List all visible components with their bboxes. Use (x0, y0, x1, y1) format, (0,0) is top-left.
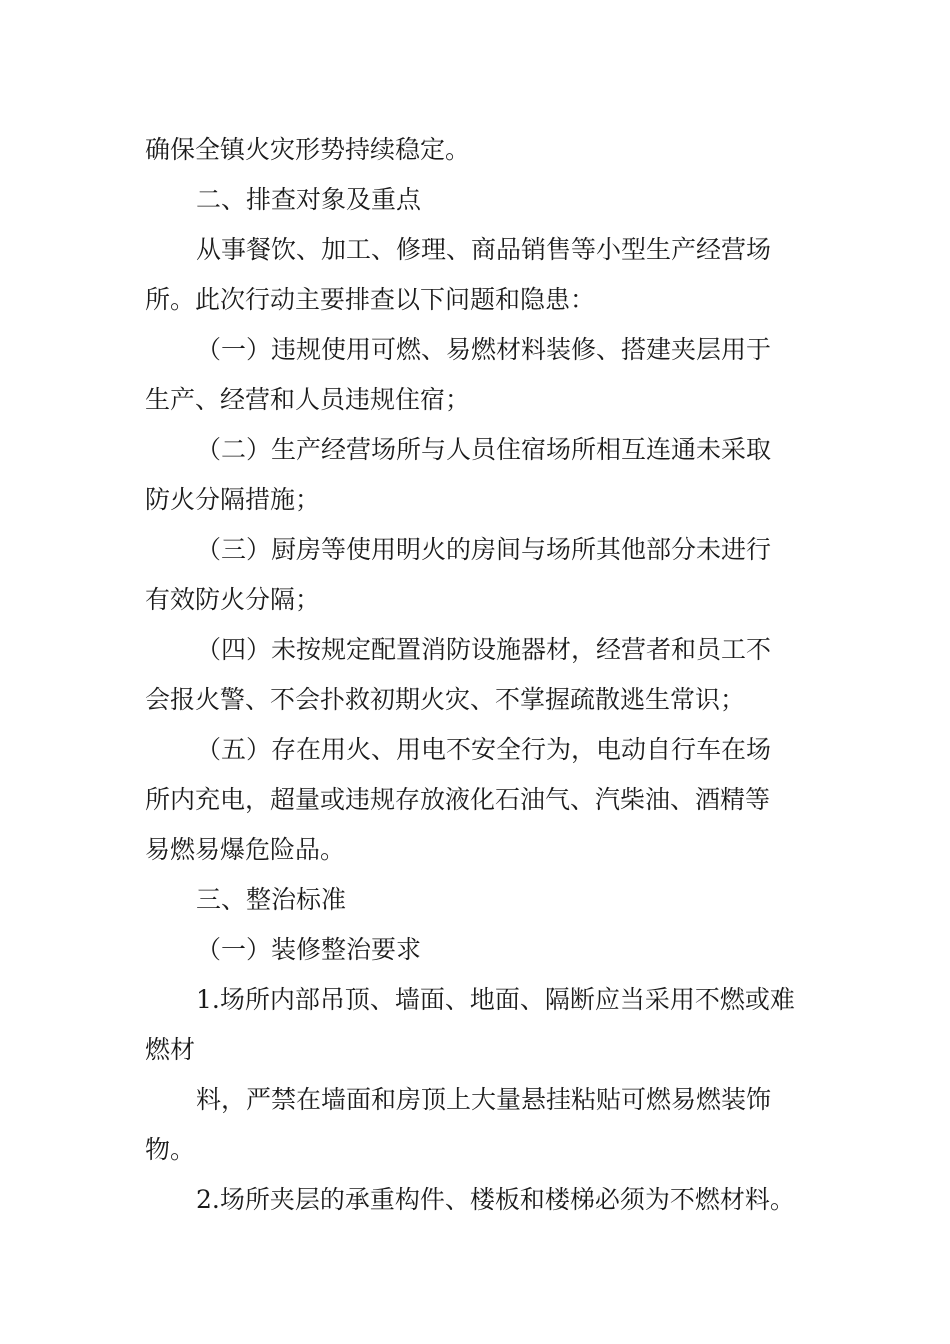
section-heading: 二、排查对象及重点 (196, 185, 422, 214)
list-item-line: 有效防火分隔； (145, 585, 321, 614)
list-item-line: 易燃易爆危险品。 (145, 835, 346, 864)
numbered-item-line: 料，严禁在墙面和房顶上大量悬挂粘贴可燃易燃装饰 (196, 1085, 772, 1114)
list-item-line: （四）未按规定配置消防设施器材，经营者和员工不 (196, 635, 772, 664)
numbered-item-line: 物。 (145, 1135, 196, 1164)
section-heading: 三、整治标准 (196, 885, 347, 914)
list-item-line: 生产、经营和人员违规住宿； (145, 385, 471, 414)
list-item-line: （三）厨房等使用明火的房间与场所其他部分未进行 (196, 535, 772, 564)
numbered-item-line: 1.场所内部吊顶、墙面、地面、隔断应当采用不燃或难 (196, 985, 795, 1014)
subsection-heading: （一）装修整治要求 (196, 935, 422, 964)
numbered-item-line: 燃材 (145, 1035, 196, 1064)
list-item-line: 防火分隔措施； (145, 485, 321, 514)
list-item-line: （一）违规使用可燃、易燃材料装修、搭建夹层用于 (196, 335, 772, 364)
list-item-line: （二）生产经营场所与人员住宿场所相互连通未采取 (196, 435, 772, 464)
numbered-item-line: 2.场所夹层的承重构件、楼板和楼梯必须为不燃材料。 (196, 1185, 795, 1214)
list-item-line: （五）存在用火、用电不安全行为，电动自行车在场 (196, 735, 772, 764)
paragraph-line: 所。此次行动主要排查以下问题和隐患： (145, 285, 596, 314)
list-item-line: 所内充电，超量或违规存放液化石油气、汽柴油、酒精等 (145, 785, 771, 814)
paragraph-line: 确保全镇火灾形势持续稳定。 (145, 135, 471, 164)
paragraph-line: 从事餐饮、加工、修理、商品销售等小型生产经营场 (196, 235, 772, 264)
list-item-line: 会报火警、不会扑救初期火灾、不掌握疏散逃生常识； (145, 685, 746, 714)
